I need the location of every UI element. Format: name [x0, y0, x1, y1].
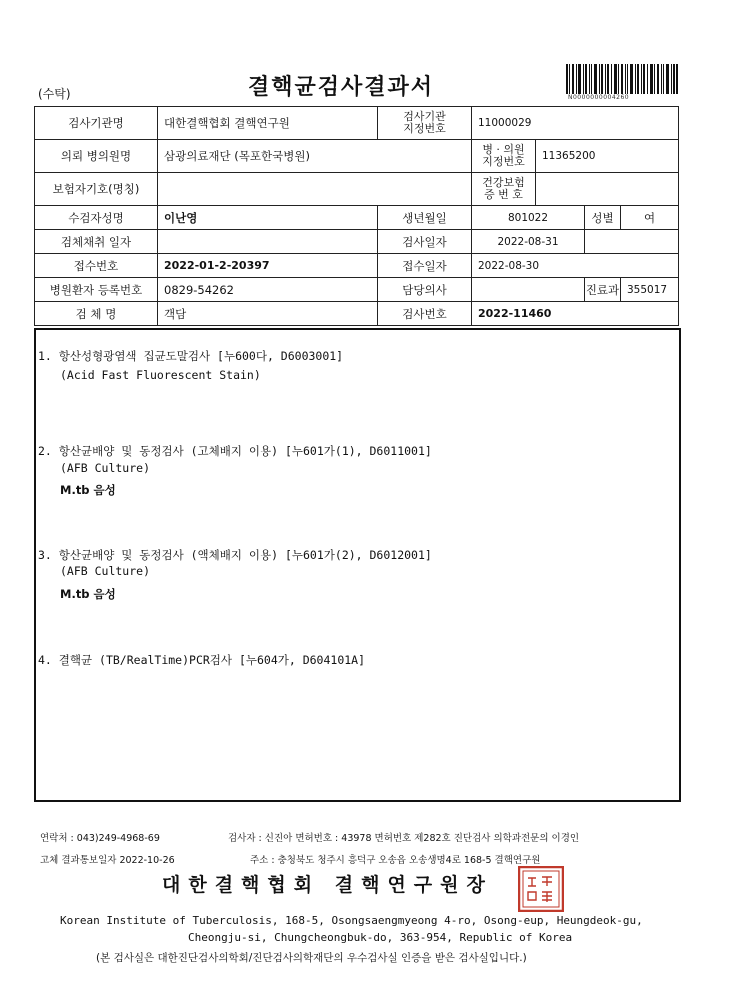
birth-label: 생년월일: [378, 206, 472, 230]
barcode: [566, 64, 678, 94]
agency-no-label-line1: 검사기관: [403, 110, 446, 123]
collect-date-value: [158, 230, 378, 254]
patient-reg-value: 0829-54262: [158, 278, 378, 302]
result-2-value: M.tb 음성: [60, 483, 116, 497]
clinic-no-label: [472, 140, 536, 173]
doctor-label: 담당의사: [378, 278, 472, 302]
patient-name-label: 수검자성명: [35, 206, 158, 230]
entrust-label: (수탁): [38, 87, 71, 101]
hospital-value: 삼광의료재단 (목포한국병원): [158, 140, 472, 173]
health-insurance-label-line1: 건강보험: [482, 176, 525, 189]
health-insurance-label-line2: 증 번 호: [484, 188, 523, 201]
sex-label: 성별: [585, 206, 621, 230]
insurance-label: 보험자기호(명칭): [35, 173, 158, 206]
result-1-subtitle: (Acid Fast Fluorescent Stain): [60, 368, 261, 382]
test-no-value: 2022-11460: [472, 302, 679, 326]
insurance-value: [158, 173, 472, 206]
barcode-number: N0000000004260: [568, 94, 630, 101]
examiner: 검사자 : 신진아 면허번호 : 43978 면허번호 제282호 진단검사 의학과전문의 이경인: [228, 833, 580, 844]
result-2-subtitle: (AFB Culture): [60, 461, 151, 475]
result-2-title: 2. 항산균배양 및 동정검사 (고체배지 이용) [누601가(1), D6011001]: [38, 444, 432, 458]
test-date-value: 2022-08-31: [472, 230, 585, 254]
sex-value: 여: [621, 206, 679, 230]
result-1-title: 1. 항산성형광염색 집균도말검사 [누600다, D6003001]: [38, 349, 344, 363]
address: 주소 : 충청북도 청주시 흥덕구 오송읍 오송생명4로 168-5 결핵연구원: [250, 855, 541, 866]
doctor-value: [472, 278, 585, 302]
health-insurance-value: [536, 173, 679, 206]
agency-no-label-line2: 지정번호: [403, 122, 446, 135]
test-date-label: 검사일자: [378, 230, 472, 254]
receipt-no-value: 2022-01-2-20397: [158, 254, 378, 278]
birth-value: 801022: [472, 206, 585, 230]
collect-date-label: 검체채취 일자: [35, 230, 158, 254]
clinic-no-label-line1: 병 · 의원: [482, 143, 525, 156]
contact: 연락처 : 043)249-4968-69: [40, 833, 160, 844]
results-box: [34, 328, 681, 802]
agency-no-label: [378, 107, 472, 140]
official-seal-stamp: [518, 866, 564, 912]
clinic-no-value: 11365200: [536, 140, 679, 173]
receipt-date-value: 2022-08-30: [472, 254, 679, 278]
specimen-label: 검 체 명: [35, 302, 158, 326]
english-address-line-2: Cheongju-si, Chungcheongbuk-do, 363-954, Republic of Korea: [188, 931, 573, 944]
institute-name: 대한결핵협회 결핵연구원장: [162, 874, 493, 896]
agency-no-value: 11000029: [472, 107, 679, 140]
test-date-extra: [585, 230, 679, 254]
result-3-value: M.tb 음성: [60, 587, 116, 601]
document-title: 결핵균검사결과서: [248, 75, 435, 100]
health-insurance-label: [472, 173, 536, 206]
test-no-label: 검사번호: [378, 302, 472, 326]
clinic-no-label-line2: 지정번호: [482, 155, 525, 168]
receipt-date-label: 접수일자: [378, 254, 472, 278]
agency-value: 대한결핵협회 결핵연구원: [158, 107, 378, 140]
dept-label: 진료과: [585, 278, 621, 302]
info-table: [34, 106, 679, 326]
certification-note: (본 검사실은 대한진단검사의학회/진단검사의학재단의 우수검사실 인증을 받은 검사실입니다.): [96, 952, 527, 964]
receipt-no-label: 접수번호: [35, 254, 158, 278]
report-date: 고체 결과통보일자 2022-10-26: [40, 855, 175, 866]
specimen-value: 객담: [158, 302, 378, 326]
english-address-line-1: Korean Institute of Tuberculosis, 168-5, Osongsaengmyeong 4-ro, Osong-eup, Heungdeok-gu,: [60, 914, 643, 927]
result-4-title: 4. 결핵균 (TB/RealTime)PCR검사 [누604가, D604101A]: [38, 653, 366, 667]
dept-value: 355017: [621, 278, 679, 302]
patient-name-value: 이난영: [158, 206, 378, 230]
result-3-subtitle: (AFB Culture): [60, 564, 151, 578]
patient-reg-label: 병원환자 등록번호: [35, 278, 158, 302]
result-3-title: 3. 항산균배양 및 동정검사 (액체배지 이용) [누601가(2), D6012001]: [38, 548, 432, 562]
hospital-label: 의뢰 병의원명: [35, 140, 158, 173]
agency-label: 검사기관명: [35, 107, 158, 140]
